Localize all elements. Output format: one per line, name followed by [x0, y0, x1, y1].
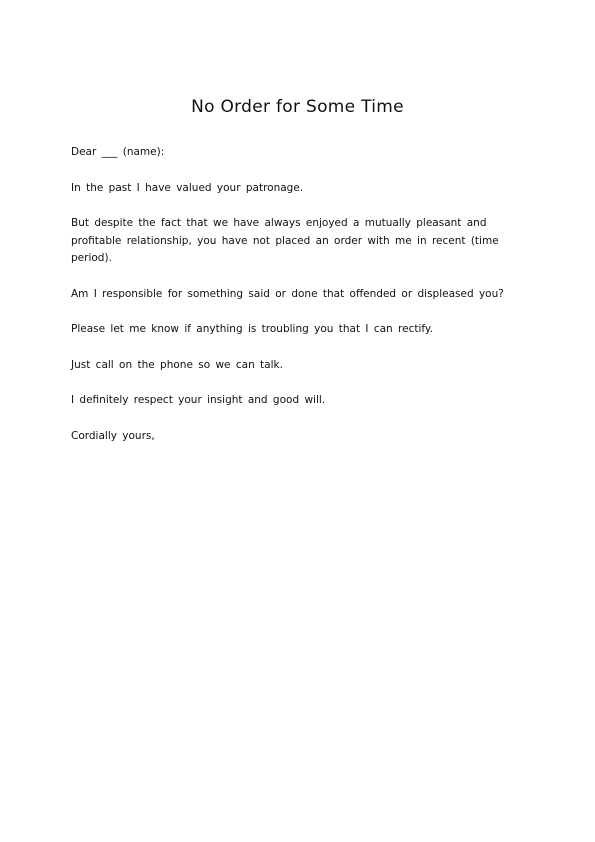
- paragraph-relationship: But despite the fact that we have always enjoyed a mutually pleasant and profitable relationship, you have not placed an order with me in recent (time period).: [71, 217, 499, 264]
- letter-title: No Order for Some Time: [191, 97, 404, 117]
- paragraph-patronage: In the past I have valued your patronage.: [71, 181, 304, 194]
- paragraph-question: Am I responsible for something said or done that offended or displeased you?: [71, 287, 504, 300]
- closing: Cordially yours,: [71, 429, 155, 442]
- letter-body: [71, 144, 516, 463]
- paragraph-respect: I definitely respect your insight and good will.: [71, 394, 326, 406]
- paragraph-call: Just call on the phone so we can talk.: [71, 358, 283, 371]
- paragraph-rectify: Please let me know if anything is troubling you that I can rectify.: [71, 323, 433, 335]
- salutation: Dear ___ (name):: [71, 146, 165, 158]
